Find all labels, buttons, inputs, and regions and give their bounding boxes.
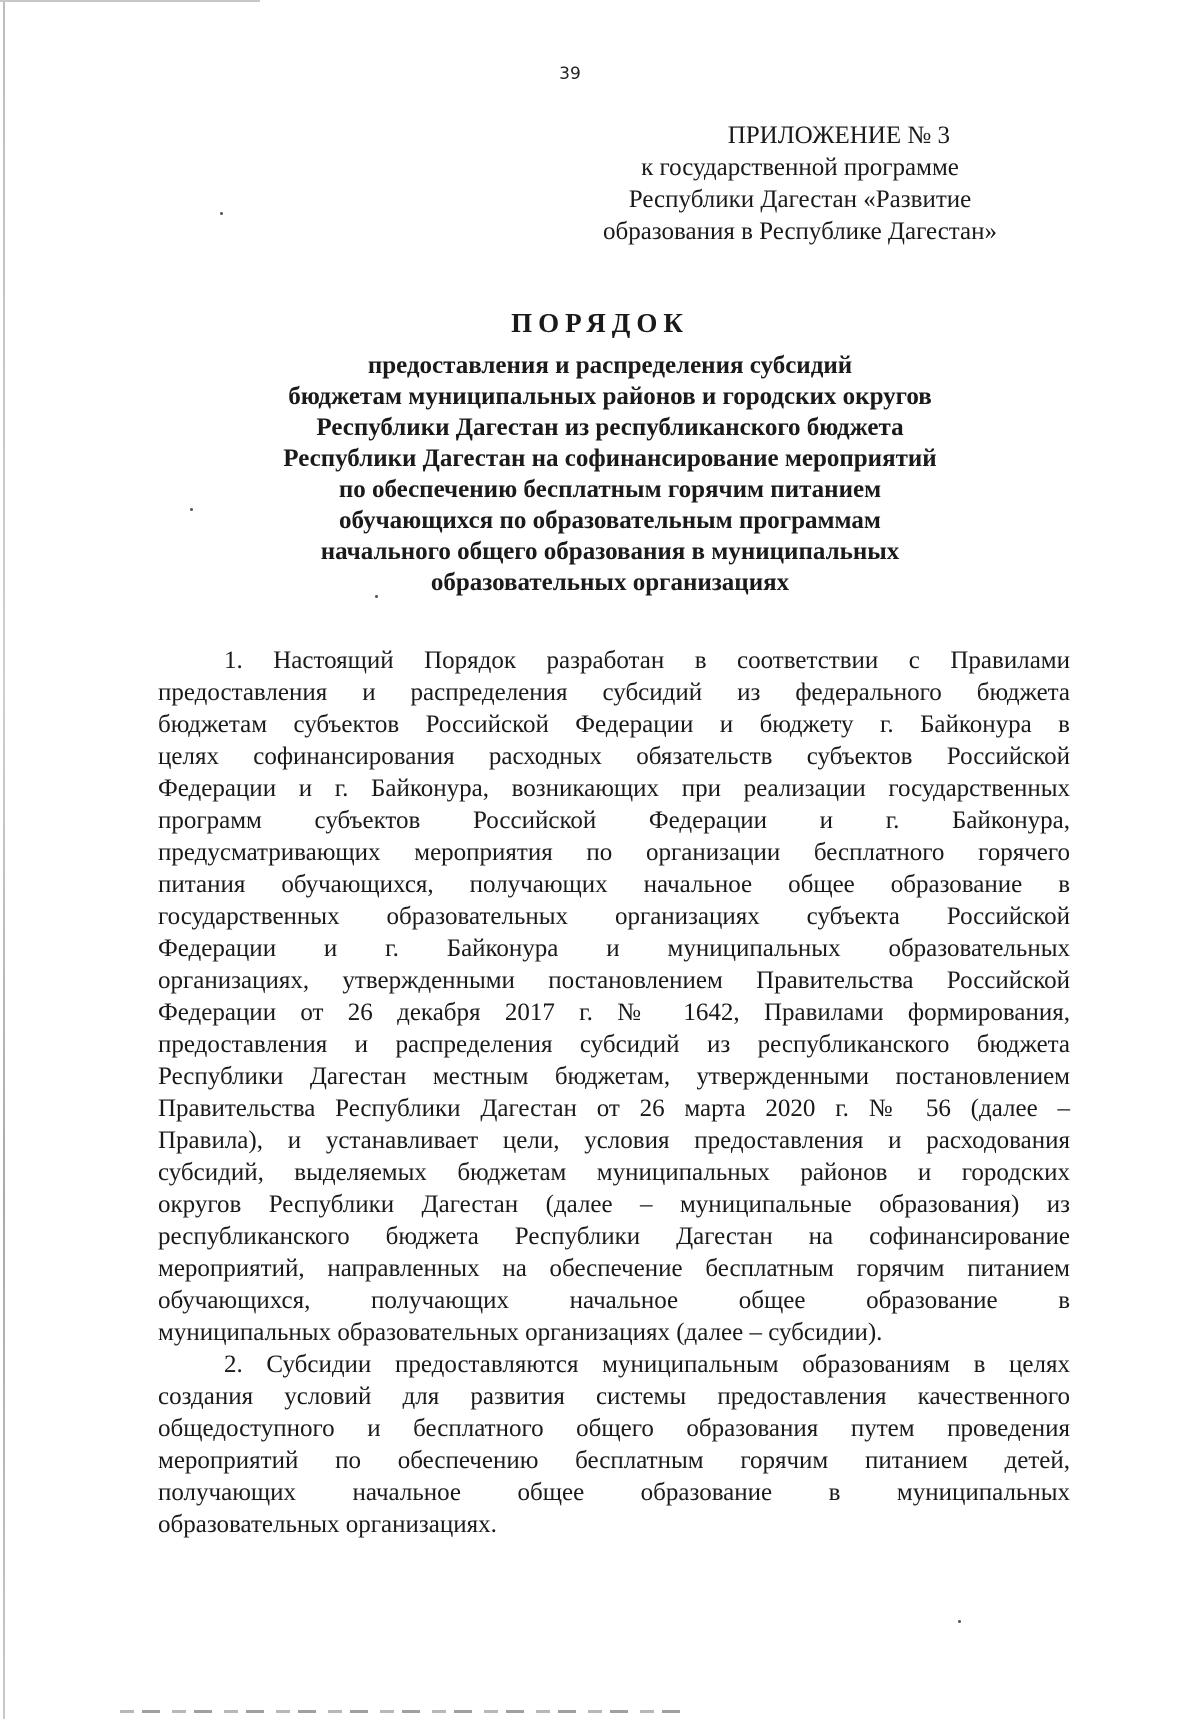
paragraph-line: Правила), и устанавливает цели, условия предоставления и расходования (158, 1127, 1070, 1154)
appendix-header (590, 120, 1010, 248)
scan-edge-top (0, 0, 260, 2)
document-title: ПОРЯДОК (511, 308, 689, 338)
appendix-line: Республики Дагестан «Развитие (628, 186, 972, 213)
paragraph-line: предоставления и распределения субсидий из федерального бюджета (158, 679, 1070, 706)
scan-speck (190, 508, 193, 511)
paragraph-line: Федерации от 26 декабря 2017 г. № 1642, Правилами формирования, (158, 999, 1070, 1026)
paragraph-line: округов Республики Дагестан (далее – муниципальные образования) из (158, 1191, 1070, 1218)
paragraph-line: муниципальных образовательных организациях (далее – субсидии). (158, 1319, 883, 1346)
scan-speck (958, 1620, 961, 1623)
paragraph-1 (158, 645, 1070, 1349)
paragraph-line: субсидий, выделяемых бюджетам муниципальных районов и городских (158, 1159, 1070, 1186)
paragraph-line: образовательных организациях. (158, 1511, 497, 1538)
subtitle-line: бюджетам муниципальных районов и городских округов (288, 383, 932, 410)
paragraph-2 (158, 1349, 1070, 1541)
paragraph-line: общедоступного и бесплатного общего образования путем проведения (158, 1415, 1070, 1442)
scan-speck (220, 212, 223, 215)
appendix-line: к государственной программе (641, 154, 959, 181)
paragraph-line: бюджетам субъектов Российской Федерации и бюджету г. Байконура в (158, 711, 1070, 738)
paragraph-line: программ субъектов Российской Федерации и г. Байконура, (158, 807, 1070, 834)
paragraph-line: Правительства Республики Дагестан от 26 марта 2020 г. № 56 (далее – (158, 1095, 1070, 1122)
paragraph-line: мероприятий по обеспечению бесплатным горячим питанием детей, (158, 1447, 1070, 1474)
paragraph-line: Республики Дагестан местным бюджетам, утвержденными постановлением (158, 1063, 1070, 1090)
appendix-line: образования в Республике Дагестан» (602, 218, 998, 245)
document-subtitle (230, 350, 990, 598)
paragraph-line: организациях, утвержденными постановлением Правительства Российской (158, 967, 1070, 994)
paragraph-line: Федерации и г. Байконура и муниципальных образовательных (158, 935, 1070, 962)
paragraph-line: государственных образовательных организациях субъекта Российской (158, 903, 1070, 930)
page-number: 39 (559, 64, 581, 84)
body-text (158, 645, 1070, 1541)
subtitle-line: Республики Дагестан из республиканского бюджета (316, 414, 904, 441)
paragraph-line: Федерации и г. Байконура, возникающих при реализации государственных (158, 775, 1070, 802)
paragraph-line: целях софинансирования расходных обязательств субъектов Российской (158, 743, 1070, 770)
scan-edge-bottom (120, 1710, 680, 1713)
subtitle-line: начального общего образования в муниципальных (320, 538, 900, 565)
paragraph-line: питания обучающихся, получающих начальное общее образование в (158, 871, 1070, 898)
paragraph-line: получающих начальное общее образование в муниципальных (158, 1479, 1070, 1506)
paragraph-line: республиканского бюджета Республики Дагестан на софинансирование (158, 1223, 1070, 1250)
scan-edge-left (3, 0, 5, 1719)
subtitle-line: образовательных организациях (430, 569, 790, 596)
paragraph-line: создания условий для развития системы предоставления качественного (158, 1383, 1070, 1410)
paragraph-line: мероприятий, направленных на обеспечение бесплатным горячим питанием (158, 1255, 1070, 1282)
subtitle-line: по обеспечению бесплатным горячим питанием (338, 476, 882, 503)
paragraph-line: 1. Настоящий Порядок разработан в соответствии с Правилами (224, 647, 1070, 674)
subtitle-line: предоставления и распределения субсидий (367, 352, 853, 379)
paragraph-line: предусматривающих мероприятия по организации бесплатного горячего (158, 839, 1070, 866)
paragraph-line: предоставления и распределения субсидий из республиканского бюджета (158, 1031, 1070, 1058)
paragraph-line: 2. Субсидии предоставляются муниципальным образованиям в целях (224, 1351, 1070, 1378)
subtitle-line: обучающихся по образовательным программам (339, 507, 881, 534)
paragraph-line: обучающихся, получающих начальное общее образование в (158, 1287, 1070, 1314)
appendix-title: ПРИЛОЖЕНИЕ № 3 (727, 122, 950, 149)
subtitle-line: Республики Дагестан на софинансирование мероприятий (283, 445, 937, 472)
